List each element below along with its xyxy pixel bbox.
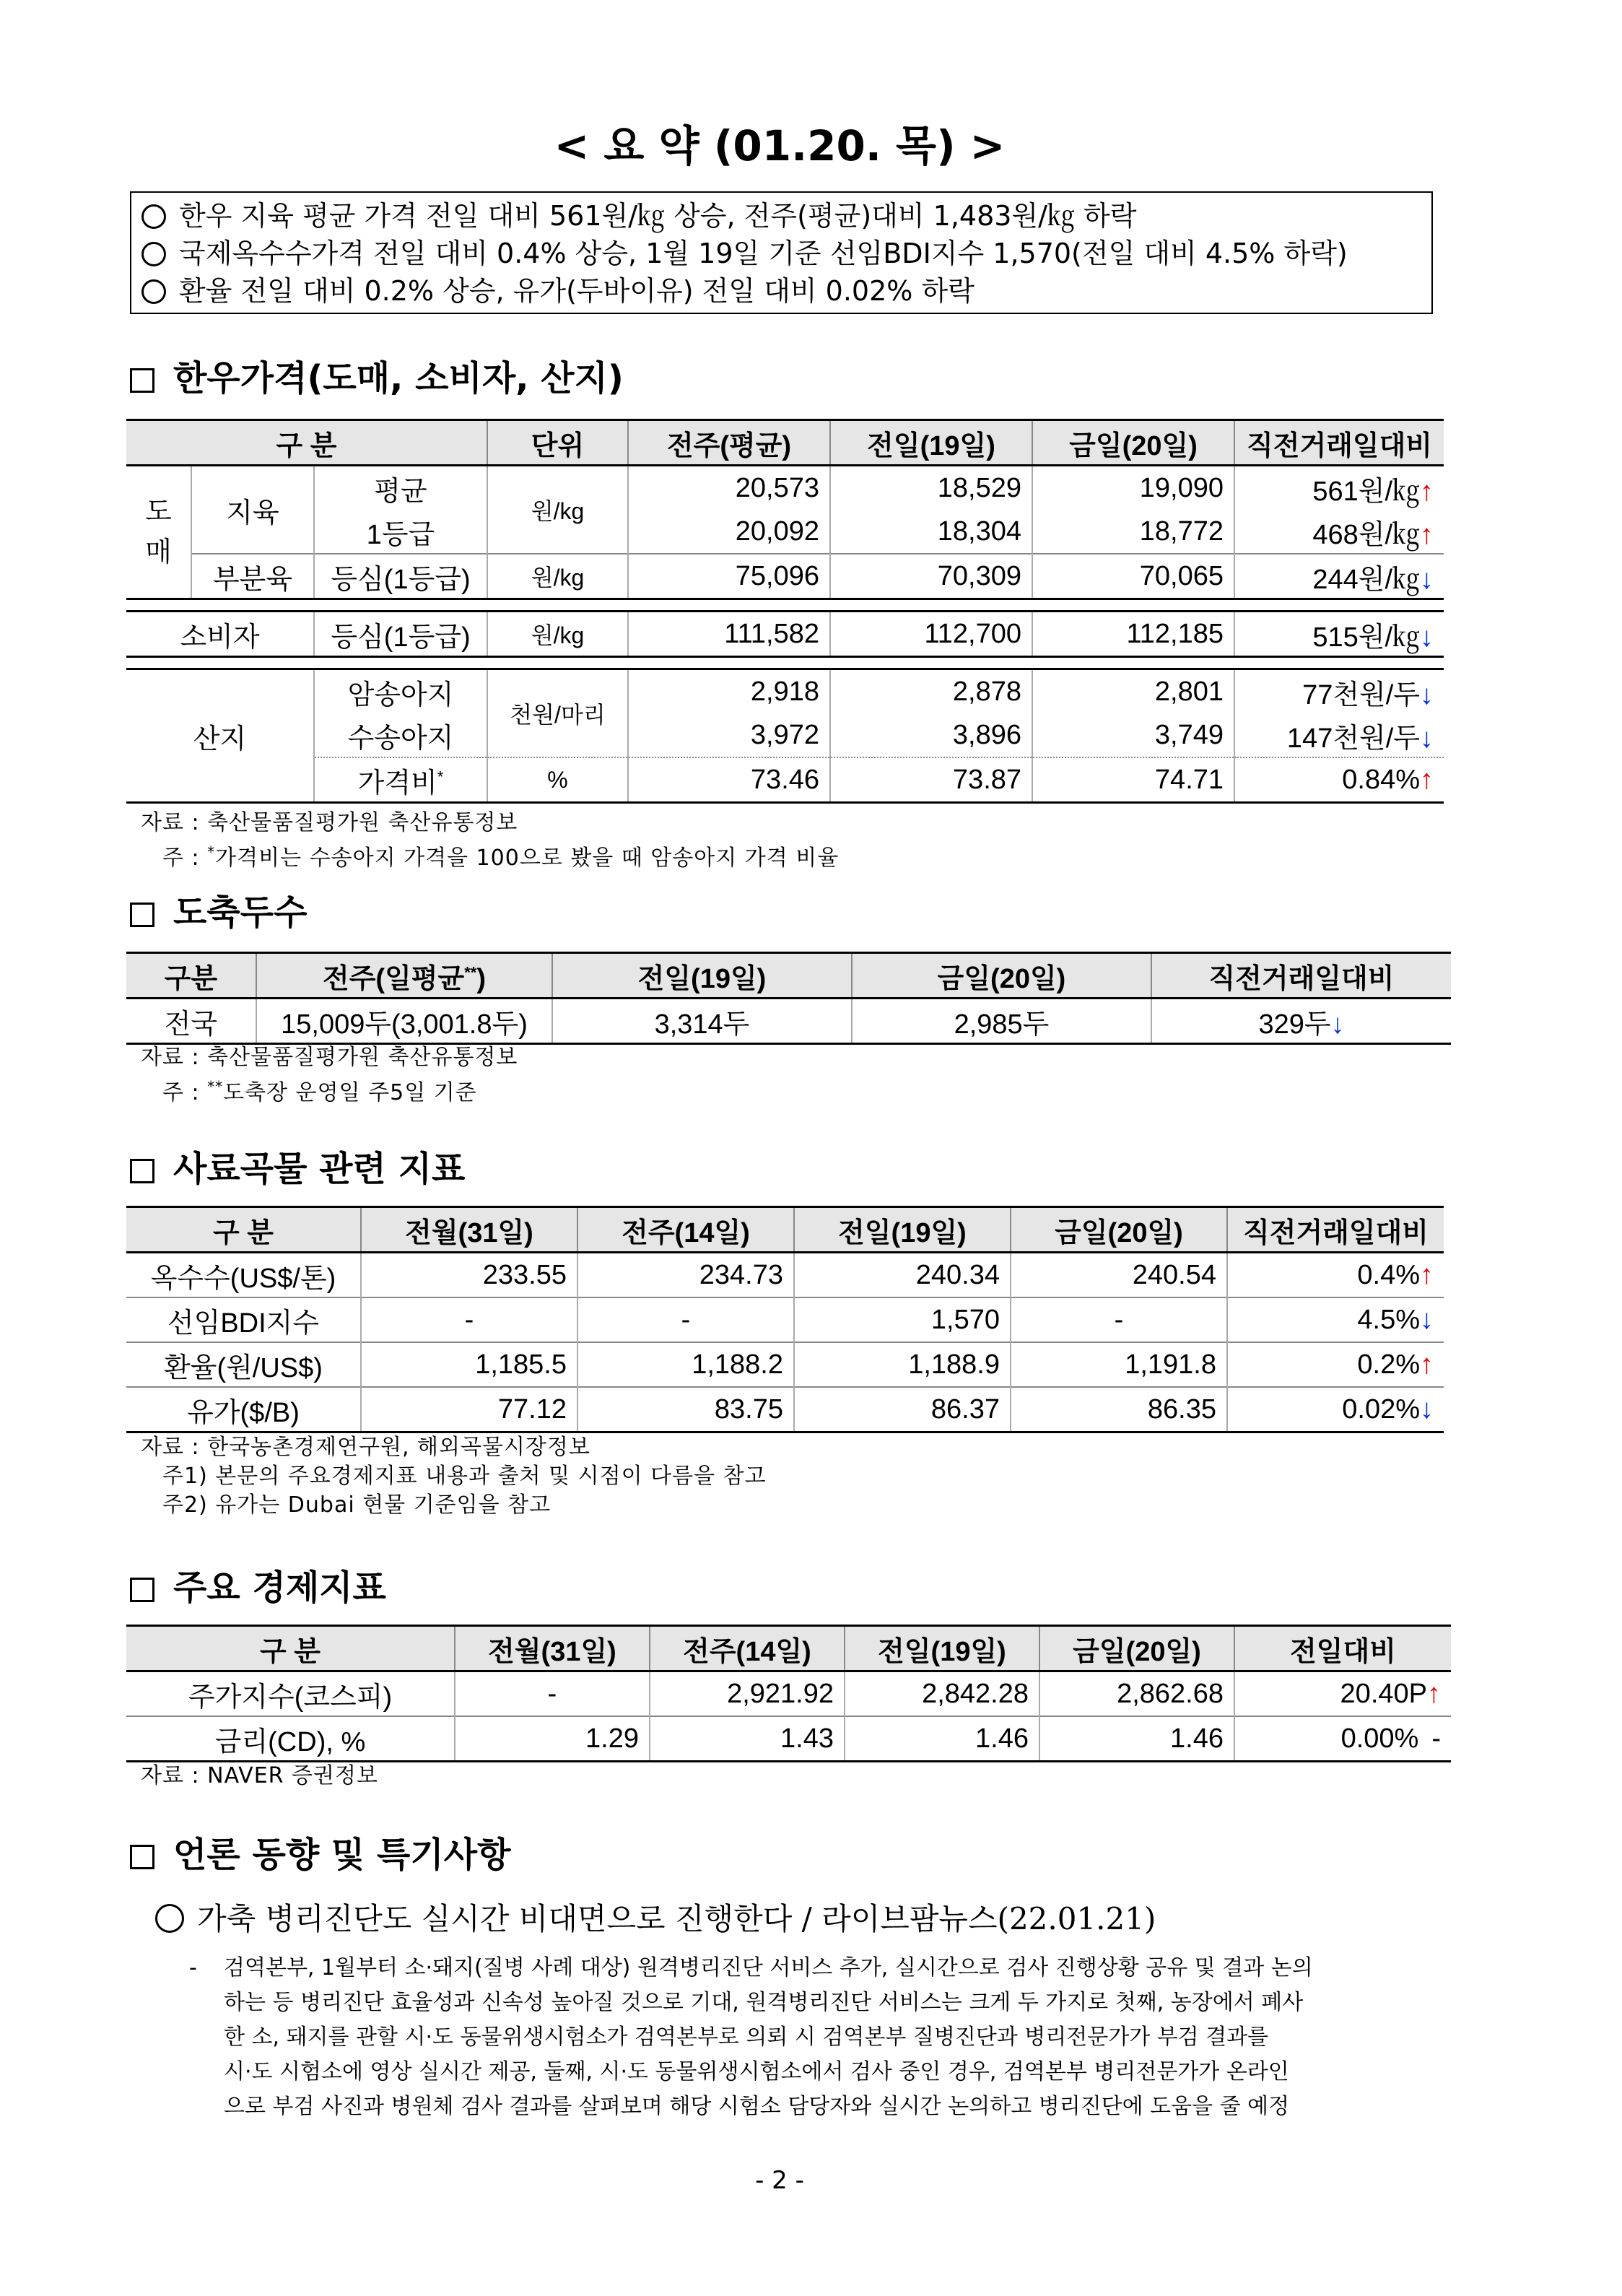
row-label: 금리(CD), % [126,1716,455,1762]
summary-line: 국제옥수수가격 전일 대비 0.4% 상승, 1월 19일 기준 선임BDI지수 1,570(전일 대비 4.5% 하락) [141,235,1421,272]
unit-cell: 원/kg [487,466,628,555]
hanwoo-price-table [126,419,1444,804]
section-heading-slaughter: 도축두수 [130,884,307,934]
value-cell: 20,092 [628,510,830,554]
value-cell: 15,009두(3,001.8두) [256,999,552,1044]
circle-bullet-icon [141,242,166,266]
footnote: 주1) 본문의 주요경제지표 내용과 출처 및 시점이 다름을 참고 [162,1464,767,1489]
value-cell: 112,185 [1032,612,1234,657]
news-line: 검역본부, 1월부터 소·돼지(질병 사례 대상) 원격병리진단 서비스 추가, 실시간으로 검사 진행상황 공유 및 결과 논의 [224,1955,1313,1980]
value-cell: 18,772 [1032,510,1234,554]
change-cell: 0.2%↑ [1227,1342,1444,1387]
table-row [126,1387,1444,1432]
section-heading-news: 언론 동향 및 특기사항 [130,1827,510,1877]
row-label: 유가($/B) [126,1387,361,1432]
unit-cell: 원/kg [487,612,628,657]
table-row [126,1297,1444,1342]
news-line: 으로 부검 사진과 병원체 검사 결과를 살펴보며 해당 시험소 담당자와 실시간 논의하고 병리진단에 도움을 줄 예정 [224,2094,1290,2119]
page-number: - 2 - [755,2166,804,2195]
table-row [126,999,1451,1044]
change-cell: 468원/㎏↑ [1312,519,1434,550]
down-arrow-icon: ↓ [1420,1304,1434,1335]
col-header: 전일(19일) [794,1207,1011,1253]
value-cell: 234.73 [577,1253,794,1298]
value-cell: - [577,1297,794,1342]
col-header: 전주(일평균**) [256,953,552,999]
value-cell: 18,304 [830,510,1032,554]
value-cell: 70,309 [830,554,1032,599]
value-cell: 2,985두 [852,999,1151,1044]
value-cell: - [361,1297,577,1342]
col-header: 금일(20일) [1011,1207,1227,1253]
value-cell: 111,582 [628,612,830,657]
down-arrow-icon: ↓ [1330,1009,1345,1040]
circle-bullet-icon [141,279,166,304]
value-cell: 3,314두 [552,999,852,1044]
value-cell: 73.46 [628,757,830,803]
unit-cell: 천원/마리 [487,669,628,758]
value-cell: 86.35 [1011,1387,1227,1432]
table-row [126,1716,1451,1762]
unit-cell: 원/kg [487,554,628,599]
unit-cell: % [487,757,628,803]
down-arrow-icon: ↓ [1420,1393,1434,1425]
up-arrow-icon: ↑ [1420,764,1434,795]
news-dash: - [189,1955,197,1980]
table-header-row [126,1626,1451,1671]
row-label: 평균 [314,466,487,510]
col-header: 전일대비 [1234,1626,1451,1671]
down-arrow-icon: ↓ [1420,622,1434,653]
table-header-row [126,953,1451,999]
circle-bullet-icon [155,1904,184,1933]
value-cell: - [455,1671,650,1717]
footnote: 주 : **도축장 운영일 주5일 기준 [162,1078,477,1105]
table-header-row [126,420,1444,466]
up-arrow-icon: ↑ [1427,1678,1441,1709]
source-note: 자료 : 축산물품질평가원 축산유통정보 [141,810,518,835]
col-header: 단위 [487,420,628,466]
change-cell: 0.4%↑ [1357,1259,1434,1290]
row-label: 주가지수(코스피) [126,1671,455,1717]
checkbox-square-icon [130,368,154,393]
change-cell: 0.02%↓ [1227,1387,1444,1432]
spacer-row [126,657,1444,669]
checkbox-square-icon [130,903,154,927]
value-cell: 19,090 [1032,466,1234,510]
source-note: 자료 : 한국농촌경제연구원, 해외곡물시장정보 [141,1435,590,1460]
circle-bullet-icon [141,204,166,229]
economic-indicator-table [126,1625,1451,1762]
value-cell: 112,700 [830,612,1032,657]
col-header: 전월(31일) [361,1207,577,1253]
col-header: 직전거래일대비 [1234,420,1444,466]
change-cell: 515원/㎏↓ [1312,622,1434,653]
col-header: 직전거래일대비 [1151,953,1451,999]
value-cell: 3,972 [628,713,830,757]
footnote: 주2) 유가는 Dubai 현물 기준임을 참고 [162,1492,551,1518]
col-header: 전일(19일) [552,953,852,999]
summary-box [130,191,1433,314]
change-cell: 561원/㎏↑ [1312,476,1434,507]
value-cell: 83.75 [577,1387,794,1432]
col-header: 전주(14일) [577,1207,794,1253]
value-cell: 233.55 [361,1253,577,1298]
row-group-label: 도매 [126,466,191,599]
value-cell: 1.29 [455,1716,650,1762]
value-cell: 1,185.5 [361,1342,577,1387]
footnote: 주 : *가격비는 수송아지 가격을 100으로 봤을 때 암송아지 가격 비율 [162,843,840,871]
news-line: 하는 등 병리진단 효율성과 신속성 높아질 것으로 기대, 원격병리진단 서비스는 크게 두 가지로 첫째, 농장에서 폐사 [224,1990,1304,2015]
source-note: 자료 : NAVER 증권정보 [141,1763,378,1788]
col-header: 구 분 [126,1626,455,1671]
row-label: 등심(1등급) [314,554,487,599]
feed-grain-table [126,1206,1444,1433]
col-header: 전월(31일) [455,1626,650,1671]
value-cell: 1,188.2 [577,1342,794,1387]
news-line: 한 소, 돼지를 관할 시·도 동물위생시험소가 검역본부로 의뢰 시 검역본부 질병진단과 병리전문가가 부검 결과를 [224,2025,1269,2050]
value-cell: 18,529 [830,466,1032,510]
row-label: 지육 [191,466,314,555]
col-header: 금일(20일) [852,953,1151,999]
change-cell: 20.40P↑ [1340,1678,1441,1709]
summary-line: 한우 지육 평균 가격 전일 대비 561원/㎏ 상승, 전주(평균)대비 1,483원/㎏ 하락 [141,197,1421,235]
page-title: < 요 약 (01.20. 목) > [554,121,1006,170]
up-arrow-icon: ↑ [1420,1259,1434,1290]
col-header: 전일(19일) [830,420,1032,466]
table-row [126,669,1444,714]
row-label: 부분육 [191,554,314,599]
value-cell: 3,749 [1032,713,1234,757]
col-header: 전주(평균) [628,420,830,466]
section-heading-hanwoo: 한우가격(도매, 소비자, 산지) [130,350,624,400]
value-cell: 1,570 [794,1297,1011,1342]
section-heading-feed: 사료곡물 관련 지표 [130,1141,465,1191]
col-header: 직전거래일대비 [1227,1207,1444,1253]
col-header: 전주(14일) [650,1626,845,1671]
row-label: 가격비* [314,757,487,803]
col-header: 구 분 [126,420,487,466]
col-header: 금일(20일) [1032,420,1234,466]
row-label: 1등급 [314,510,487,554]
table-row [126,510,1444,554]
col-header: 전일(19일) [845,1626,1039,1671]
value-cell: 20,573 [628,466,830,510]
value-cell: 2,921.92 [650,1671,845,1717]
row-label: 산지 [126,669,314,803]
up-arrow-icon: ↑ [1420,519,1434,550]
table-row [126,713,1444,757]
value-cell: 2,862.68 [1039,1671,1234,1717]
up-arrow-icon: ↑ [1420,1349,1434,1380]
value-cell: 73.87 [830,757,1032,803]
checkbox-square-icon [130,1578,154,1602]
row-label: 암송아지 [314,669,487,714]
change-cell: 244원/㎏↓ [1234,554,1444,599]
value-cell: 2,918 [628,669,830,714]
table-row [126,1671,1451,1717]
row-label: 전국 [126,999,256,1044]
row-label: 선임BDI지수 [126,1297,361,1342]
change-cell: 77천원/두↓ [1302,679,1434,710]
row-label: 수송아지 [314,713,487,757]
value-cell: 1.46 [1039,1716,1234,1762]
table-row [126,612,1444,657]
value-cell: 3,896 [830,713,1032,757]
value-cell: 240.54 [1011,1253,1227,1298]
row-label: 옥수수(US$/톤) [126,1253,361,1298]
news-body [224,1951,1451,2124]
col-header: 구 분 [126,1207,361,1253]
up-arrow-icon: ↑ [1420,476,1434,507]
down-arrow-icon: ↓ [1420,564,1434,595]
section-heading-econ: 주요 경제지표 [130,1560,386,1609]
table-row [126,1342,1444,1387]
value-cell: 70,065 [1032,554,1234,599]
value-cell: 240.34 [794,1253,1011,1298]
down-arrow-icon: ↓ [1420,723,1434,754]
row-label: 환율(원/US$) [126,1342,361,1387]
change-cell: 0.00% - [1234,1716,1451,1762]
value-cell: 74.71 [1032,757,1234,803]
checkbox-square-icon [130,1845,154,1869]
table-row [126,1253,1444,1298]
value-cell: 1,191.8 [1011,1342,1227,1387]
col-header: 구분 [126,953,256,999]
value-cell: 2,842.28 [845,1671,1039,1717]
checkbox-square-icon [130,1159,154,1183]
change-cell: 4.5%↓ [1227,1297,1444,1342]
value-cell: - [1011,1297,1227,1342]
row-label: 등심(1등급) [314,612,487,657]
news-line: 시·도 시험소에 영상 실시간 제공, 둘째, 시·도 동물위생시험소에서 검사 중인 경우, 검역본부 병리전문가가 온라인 [224,2059,1289,2084]
row-label: 소비자 [126,612,314,657]
table-row [126,554,1444,599]
value-cell: 2,801 [1032,669,1234,714]
source-note: 자료 : 축산물품질평가원 축산유통정보 [141,1045,518,1070]
slaughter-table [126,952,1451,1045]
value-cell: 86.37 [794,1387,1011,1432]
dash-icon: - [1431,1723,1441,1754]
change-cell: 0.84%↑ [1234,757,1444,803]
down-arrow-icon: ↓ [1420,679,1434,710]
change-cell: 329두↓ [1151,999,1451,1044]
value-cell: 1,188.9 [794,1342,1011,1387]
spacer-row [126,599,1444,612]
news-headline: 가축 병리진단도 실시간 비대면으로 진행한다 / 라이브팜뉴스(22.01.21) [155,1895,1156,1939]
table-row [126,757,1444,803]
value-cell: 1.43 [650,1716,845,1762]
summary-line: 환율 전일 대비 0.2% 상승, 유가(두바이유) 전일 대비 0.02% 하락 [141,272,1421,310]
table-row [126,466,1444,510]
value-cell: 2,878 [830,669,1032,714]
value-cell: 1.46 [845,1716,1039,1762]
value-cell: 75,096 [628,554,830,599]
table-header-row [126,1207,1444,1253]
col-header: 금일(20일) [1039,1626,1234,1671]
value-cell: 77.12 [361,1387,577,1432]
change-cell: 147천원/두↓ [1286,723,1434,754]
